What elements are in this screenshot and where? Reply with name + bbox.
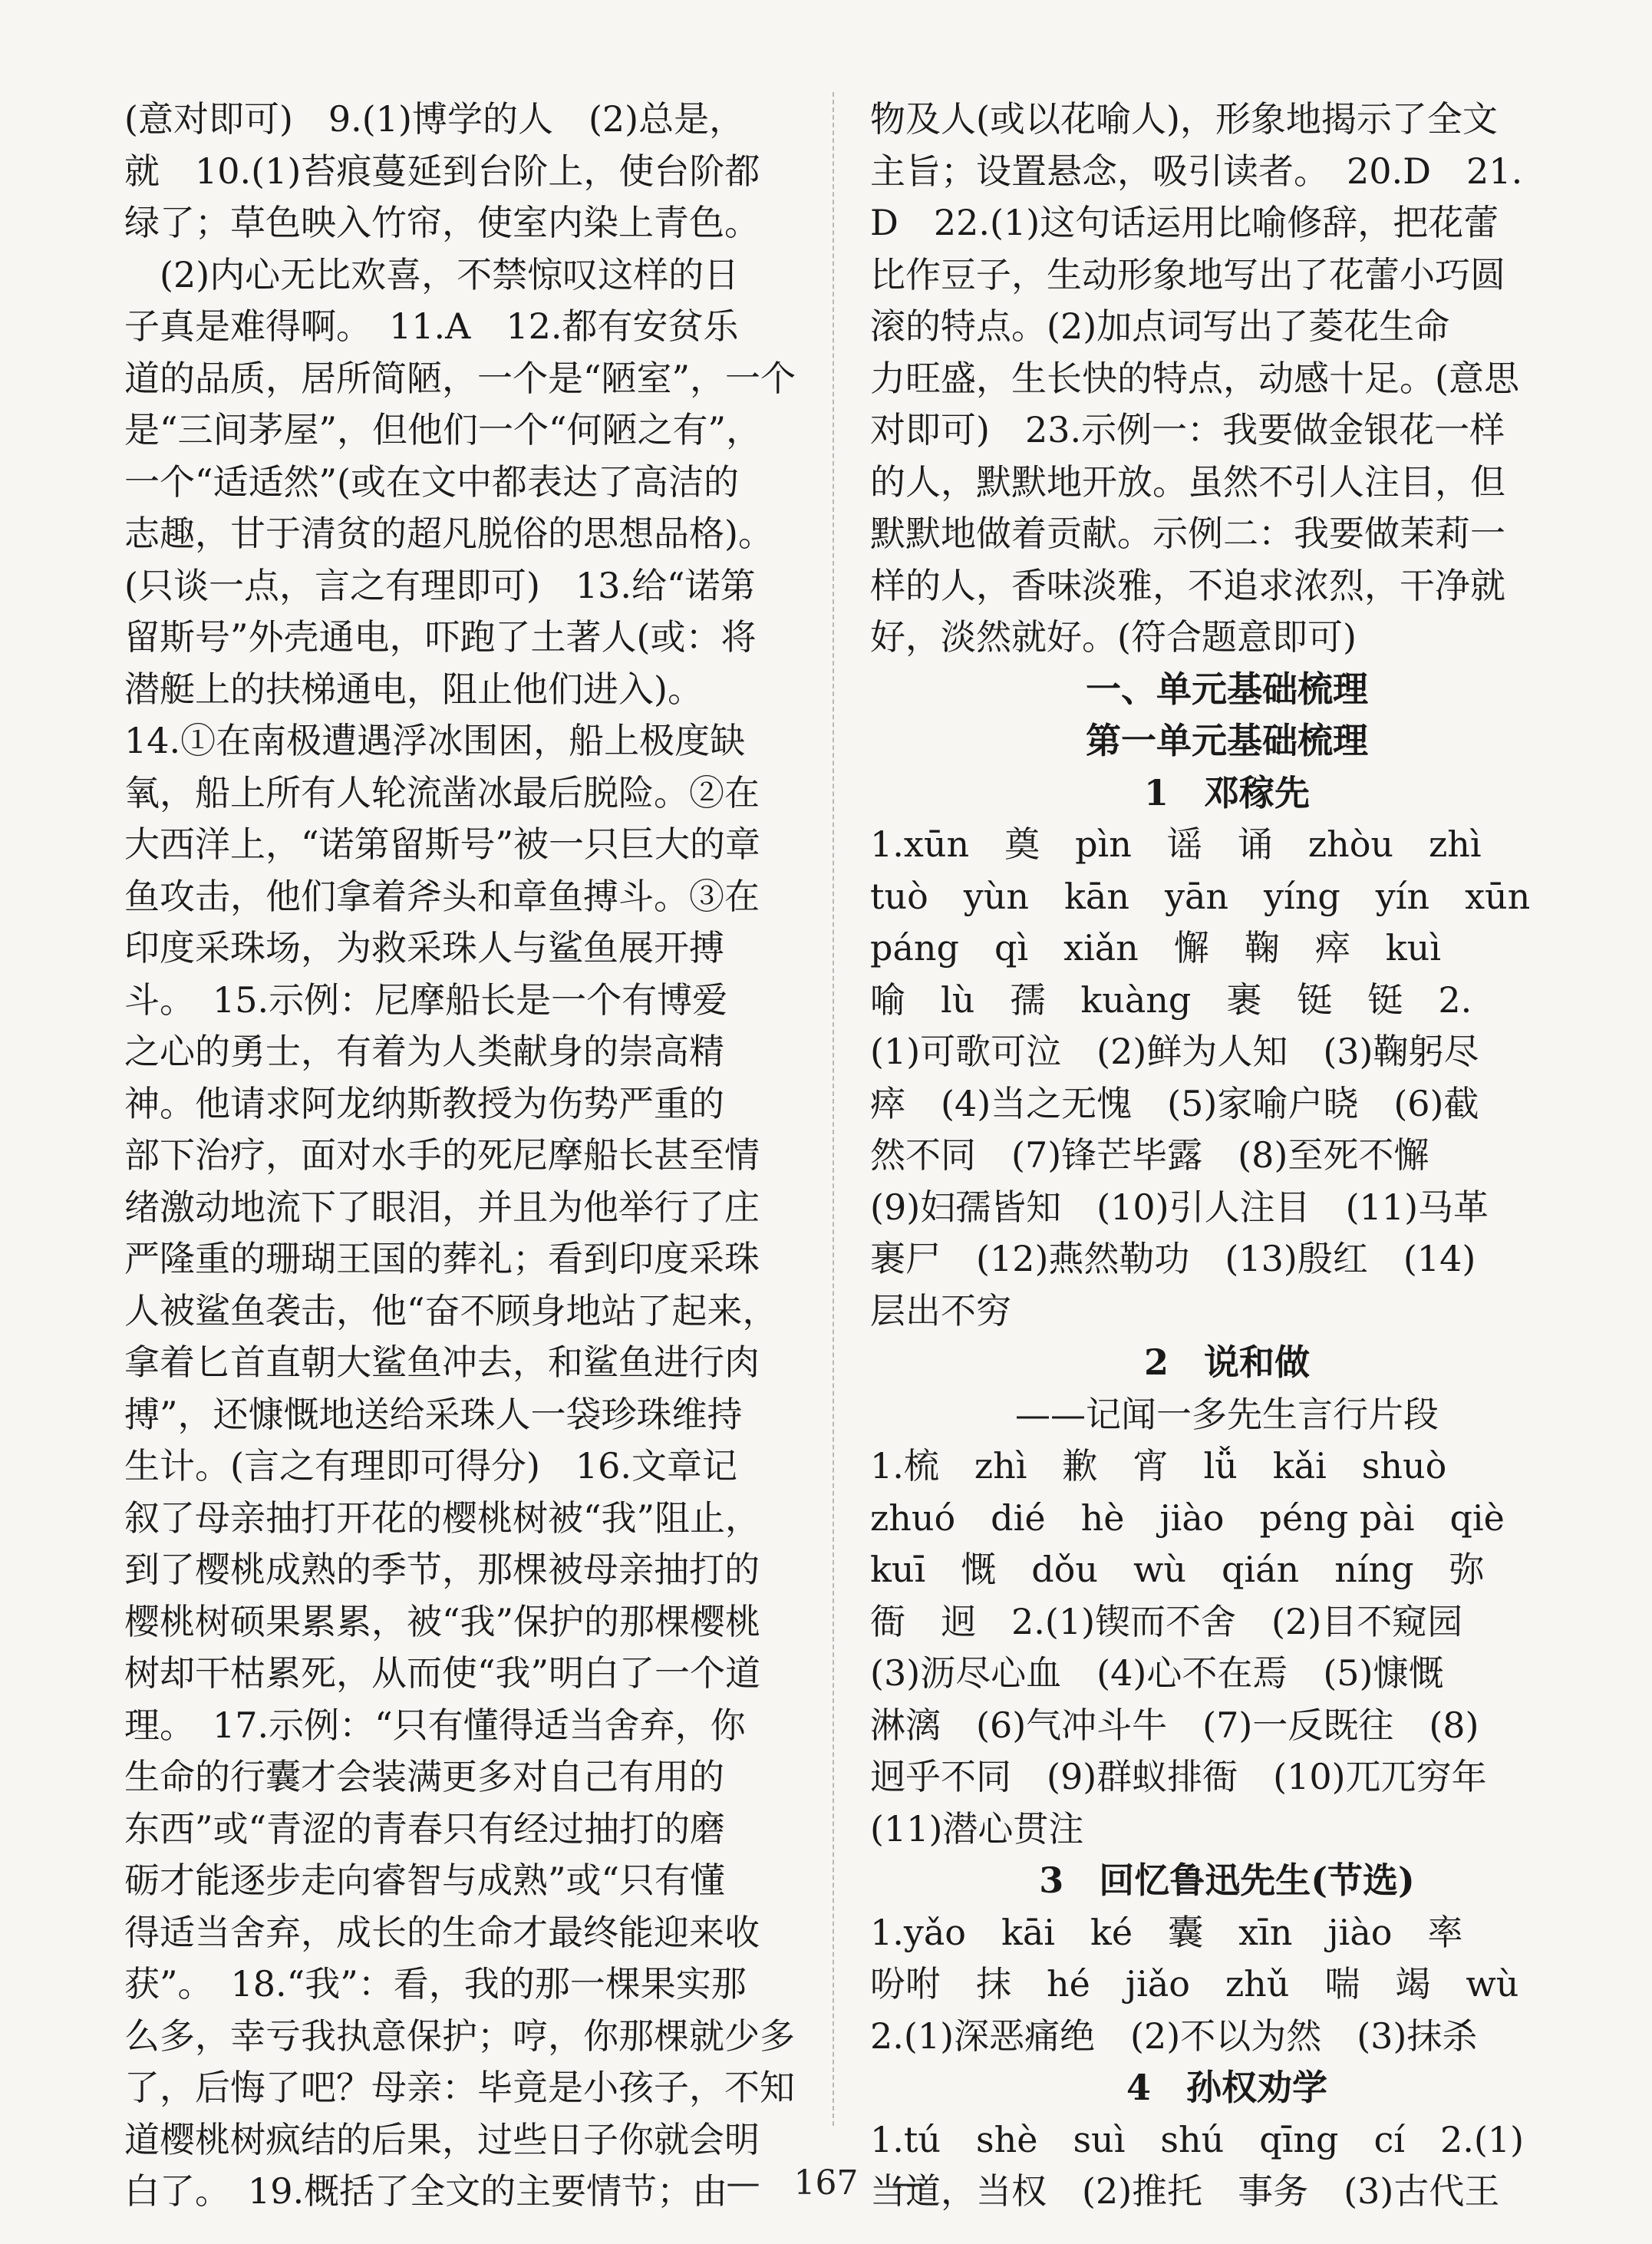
text-line: (只谈一点，言之有理即可) 13.给“诺第 — [124, 564, 756, 606]
text-line: 到了樱桃成熟的季节，那棵被母亲抽打的 — [124, 1549, 760, 1590]
text-line: 迥乎不同 (9)群蚁排衙 (10)兀兀穷年 — [870, 1756, 1487, 1797]
text-line: 道樱桃树疯结的后果，过些日子你就会明 — [124, 2118, 760, 2160]
section-title: 一、单元基础梳理 — [1086, 668, 1368, 710]
text-line: 绪激动地流下了眼泪，并且为他举行了庄 — [124, 1186, 760, 1228]
text-line: 道的品质，居所简陋，一个是“陋室”，一个 — [124, 357, 796, 399]
left-column — [124, 94, 838, 2218]
text-line: 叙了母亲抽打开花的樱桃树被“我”阻止， — [124, 1497, 761, 1539]
text-line: 裹尸 (12)燕然勒功 (13)殷红 (14) — [870, 1238, 1476, 1279]
text-line: 层出不穷 — [870, 1289, 1011, 1332]
text-line: 拿着匕首直朝大鲨鱼冲去，和鲨鱼进行肉 — [124, 1341, 760, 1383]
text-line: 1.梳 zhì 歉 宵 lǚ kǎi shuò — [870, 1445, 1447, 1487]
text-line: 东西”或“青涩的青春只有经过抽打的磨 — [124, 1807, 726, 1850]
text-line: 砺才能逐步走向睿智与成熟”或“只有懂 — [124, 1860, 726, 1901]
lesson-2-title: 2 说和做 — [1143, 1341, 1310, 1383]
lesson-3-answers — [870, 1907, 1584, 2063]
text-line: 力旺盛，生长快的特点，动感十足。(意思 — [870, 357, 1519, 399]
text-line: 得适当舍弃，成长的生命才最终能迎来收 — [124, 1911, 760, 1953]
text-line: 获”。 18.“我”：看，我的那一棵果实那 — [124, 1963, 747, 2005]
text-line: kuī 慨 dǒu wù qián níng 弥 — [870, 1549, 1485, 1590]
text-line: 1.xūn 奠 pìn 谣 诵 zhòu zhì — [870, 823, 1482, 865]
text-line: 绿了；草色映入竹帘，使室内染上青色。 — [124, 202, 760, 243]
text-line: 志趣，甘于清贫的超凡脱俗的思想品格)。 — [124, 513, 773, 554]
text-line: 14.①在南极遭遇浮冰围困，船上极度缺 — [124, 720, 746, 761]
text-line: 樱桃树硕果累累，被“我”保护的那棵樱桃 — [124, 1600, 761, 1642]
answer-continuation — [870, 94, 1584, 664]
text-line: tuò yùn kān yān yíng yín xūn — [870, 875, 1531, 917]
text-line: 了，后悔了吧？母亲：毕竟是小孩子，不知 — [124, 2067, 795, 2108]
text-line: D 22.(1)这句话运用比喻修辞，把花蕾 — [870, 202, 1499, 243]
text-line: 部下治疗，面对水手的死尼摩船长甚至情 — [124, 1134, 760, 1176]
text-line: 物及人(或以花喻人)，形象地揭示了全文 — [870, 98, 1498, 140]
text-line: (意对即可) 9.(1)博学的人 (2)总是， — [124, 98, 745, 140]
text-line: 大西洋上，“诺第留斯号”被一只巨大的章 — [124, 823, 761, 865]
text-line: 当道，当权 (2)推托 事务 (3)古代王 — [870, 2170, 1500, 2212]
text-line: (3)沥尽心血 (4)心不在焉 (5)慷慨 — [870, 1652, 1444, 1694]
text-line: 1.yǎo kāi ké 囊 xīn jiào 率 — [870, 1911, 1463, 1953]
lesson-1-answers — [870, 819, 1584, 1337]
text-line: (2)内心无比欢喜，不禁惊叹这样的日 — [124, 253, 740, 295]
text-line: 衙 迥 2.(1)锲而不舍 (2)目不窥园 — [870, 1600, 1463, 1642]
lesson-1-title: 1 邓稼先 — [1143, 771, 1310, 813]
text-line: 印度采珠场，为救采珠人与鲨鱼展开搏 — [124, 927, 724, 969]
text-line: (9)妇孺皆知 (10)引人注目 (11)马革 — [870, 1186, 1489, 1228]
text-line: 喻 lù 孺 kuàng 裹 铤 铤 2. — [870, 978, 1472, 1021]
text-line: zhuó dié hè jiào péng pài qiè — [870, 1497, 1505, 1539]
text-line: 然不同 (7)锋芒毕露 (8)至死不懈 — [870, 1134, 1429, 1176]
unit-title: 第一单元基础梳理 — [1086, 720, 1368, 761]
text-line: 好，淡然就好。(符合题意即可) — [870, 616, 1357, 658]
text-line: 生命的行囊才会装满更多对自己有用的 — [124, 1756, 724, 1797]
text-line: 的人，默默地开放。虽然不引人注目，但 — [870, 460, 1505, 503]
text-line: 比作豆子，生动形象地写出了花蕾小巧圆 — [870, 253, 1505, 295]
text-line: 样的人，香味淡雅，不追求浓烈，干净就 — [870, 564, 1505, 606]
text-line: 神。他请求阿龙纳斯教授为伤势严重的 — [124, 1082, 724, 1124]
text-line: 斗。 15.示例：尼摩船长是一个有博爱 — [124, 978, 728, 1021]
page-number: — 167 — — [726, 2163, 926, 2203]
text-line: páng qì xiǎn 懈 鞠 瘁 kuì — [870, 927, 1442, 969]
lesson-4-title: 4 孙权劝学 — [1126, 2067, 1327, 2108]
text-line: 树却干枯累死，从而使“我”明白了一个道 — [124, 1652, 761, 1694]
text-line: 滚的特点。(2)加点词写出了菱花生命 — [870, 305, 1450, 347]
text-line: 吩咐 抹 hé jiǎo zhǔ 喘 竭 wù — [870, 1963, 1519, 2005]
text-line: 淋漓 (6)气冲斗牛 (7)一反既往 (8) — [870, 1704, 1479, 1746]
text-line: 严隆重的珊瑚王国的葬礼；看到印度采珠 — [124, 1238, 760, 1279]
text-line: 是“三间茅屋”，但他们一个“何陋之有”， — [124, 409, 762, 450]
text-line: 潜艇上的扶梯通电，阻止他们进入)。 — [124, 668, 703, 710]
text-line: 白了。 19.概括了全文的主要情节；由 — [124, 2170, 728, 2212]
text-line: (1)可歌可泣 (2)鲜为人知 (3)鞠躬尽 — [870, 1031, 1479, 1072]
text-line: 默默地做着贡献。示例二：我要做茉莉一 — [870, 513, 1505, 554]
text-line: 主旨；设置悬念，吸引读者。 20.D 21. — [870, 150, 1523, 192]
text-line: 搏”，还慷慨地送给采珠人一袋珍珠维持 — [124, 1393, 743, 1435]
lesson-3-title: 3 回忆鲁迅先生(节选) — [1039, 1860, 1415, 1901]
right-column — [870, 94, 1584, 2218]
lesson-2-answers — [870, 1440, 1584, 1855]
text-line: 对即可) 23.示例一：我要做金银花一样 — [870, 409, 1505, 450]
text-line: 鱼攻击，他们拿着斧头和章鱼搏斗。③在 — [124, 875, 760, 917]
text-line: 1.tú shè suì shú qīng cí 2.(1) — [870, 2118, 1525, 2160]
text-line: 氧，船上所有人轮流凿冰最后脱险。②在 — [124, 771, 760, 813]
text-line: (11)潜心贯注 — [870, 1807, 1084, 1850]
text-line: 一个“适适然”(或在文中都表达了高洁的 — [124, 460, 739, 503]
lesson-2-subtitle: ——记闻一多先生言行片段 — [1015, 1393, 1439, 1435]
text-line: 瘁 (4)当之无愧 (5)家喻户晓 (6)截 — [870, 1082, 1479, 1124]
text-line: 之心的勇士，有着为人类献身的崇高精 — [124, 1031, 724, 1072]
text-line: 么多，幸亏我执意保护；哼，你那棵就少多 — [124, 2015, 795, 2057]
text-line: 2.(1)深恶痛绝 (2)不以为然 (3)抹杀 — [870, 2015, 1478, 2057]
text-line: 生计。(言之有理即可得分) 16.文章记 — [124, 1445, 738, 1487]
text-line: 就 10.(1)苔痕蔓延到台阶上，使台阶都 — [124, 150, 760, 192]
text-line: 子真是难得啊。 11.A 12.都有安贫乐 — [124, 305, 739, 347]
text-line: 人被鲨鱼袭击，他“奋不顾身地站了起来， — [124, 1289, 778, 1332]
text-line: 理。 17.示例：“只有懂得适当舍弃，你 — [124, 1704, 746, 1746]
text-line: 留斯号”外壳通电，吓跑了土著人(或：将 — [124, 616, 757, 658]
